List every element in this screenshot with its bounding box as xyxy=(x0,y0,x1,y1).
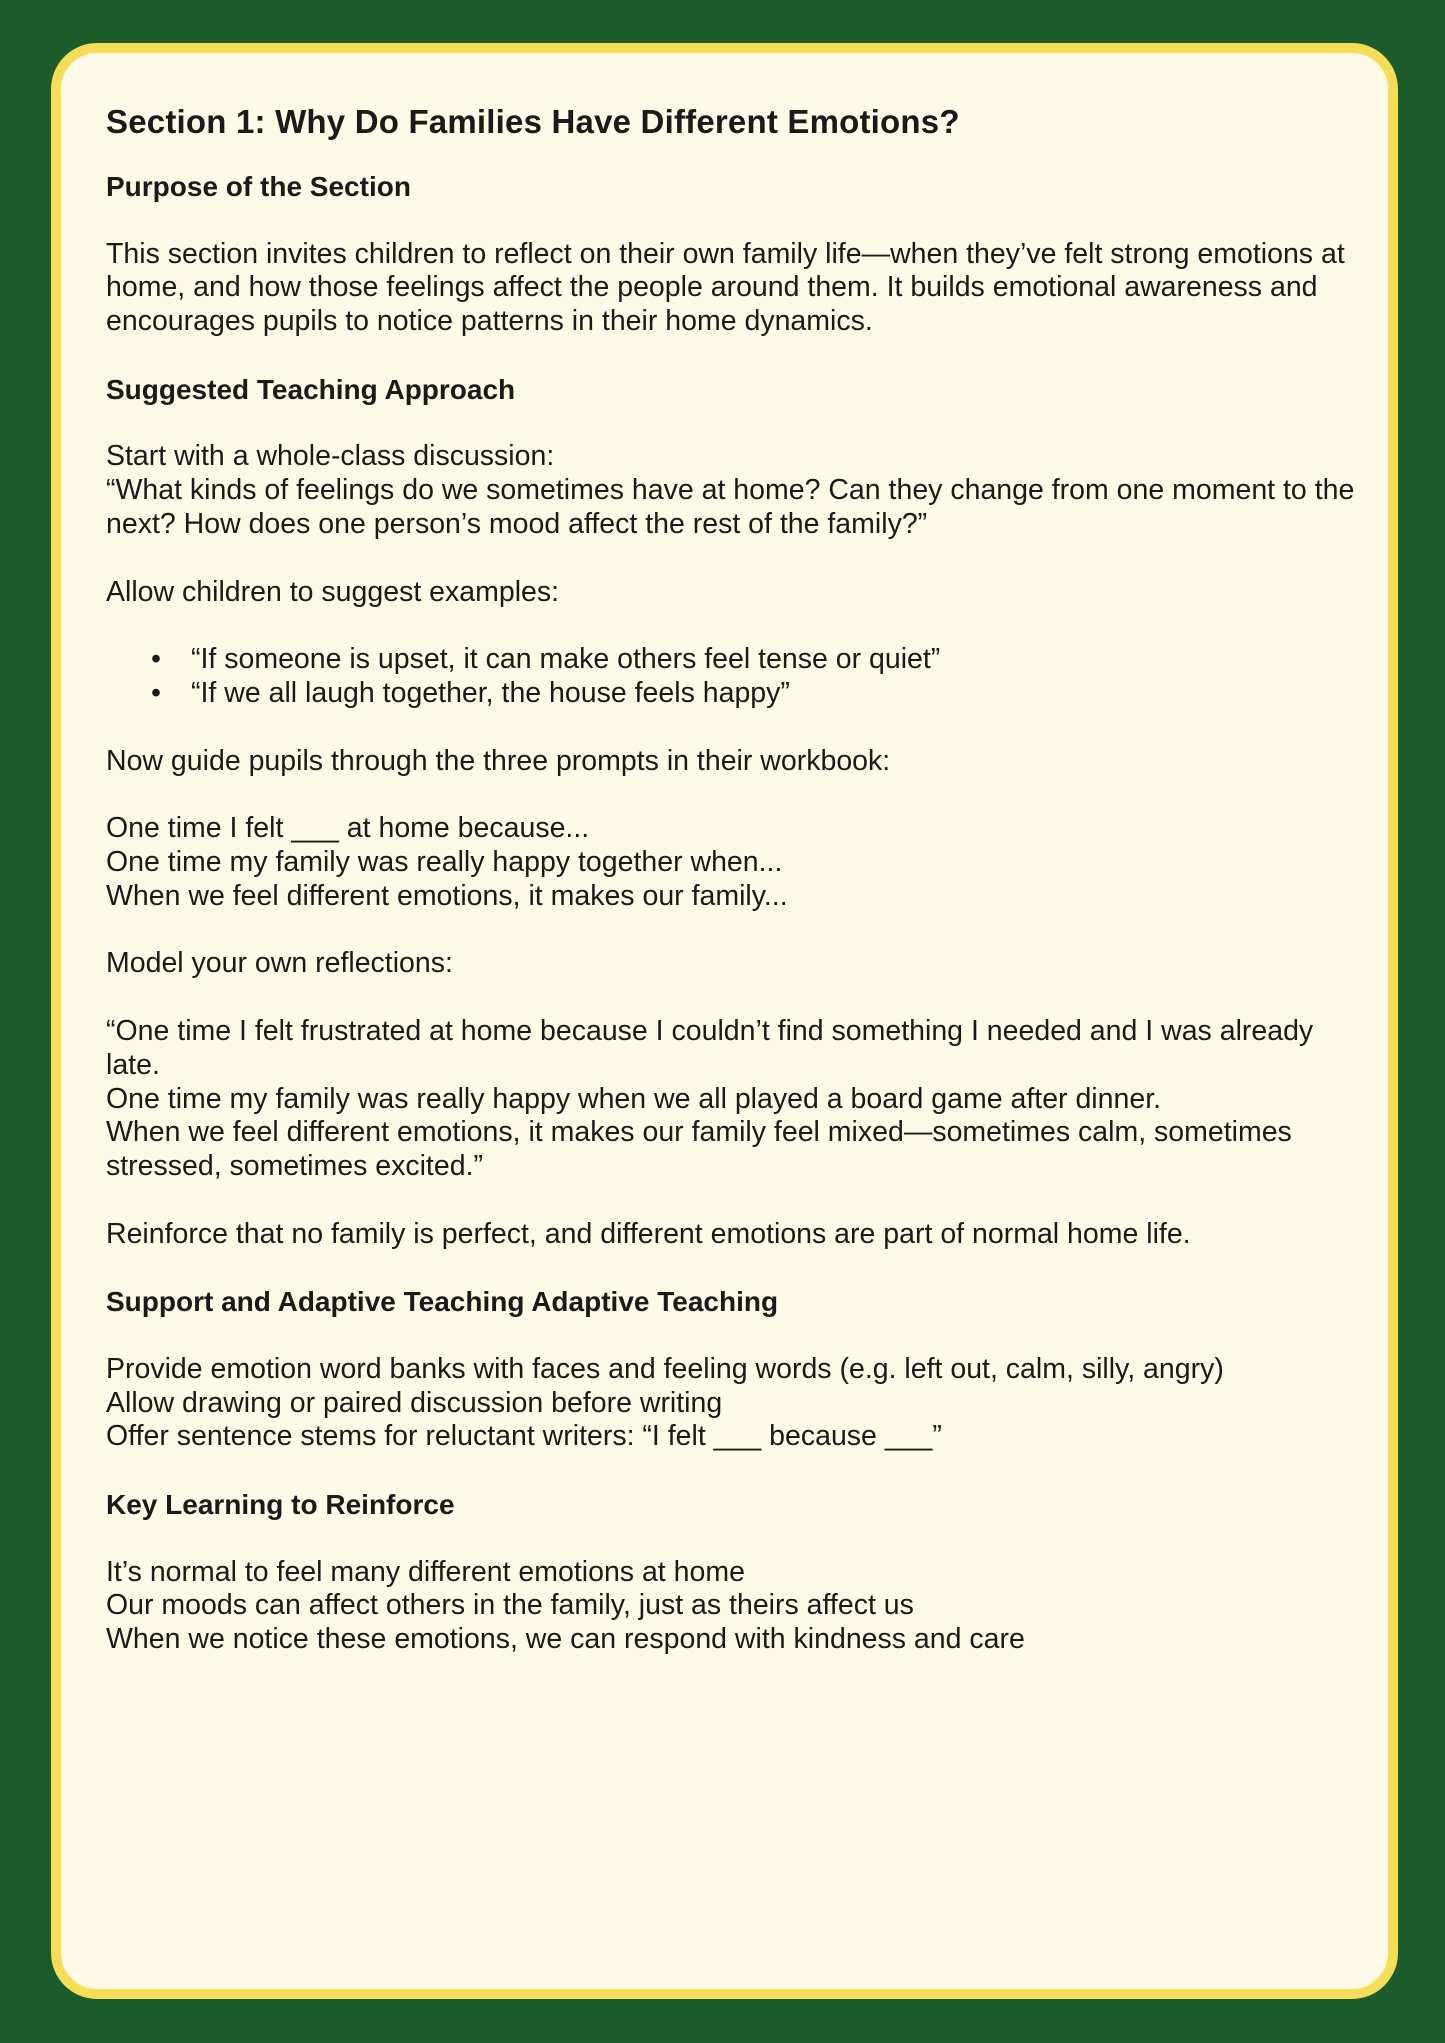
document-content xyxy=(106,98,1356,1657)
bullet-icon: • xyxy=(151,676,161,709)
page-title: Section 1: Why Do Families Have Different Emotions? xyxy=(106,103,960,140)
prompt-line: When we feel different emotions, it makes our family... xyxy=(106,879,788,912)
model-line: When we feel different emotions, it makes our family feel mixed—sometimes calm, sometimes stressed, sometimes excited.” xyxy=(106,1116,1292,1183)
support-line: Allow drawing or paired discussion before writing xyxy=(106,1386,723,1419)
prompts-intro: Now guide pupils through the three prompts in their workbook: xyxy=(106,744,891,777)
key-learning-line: Our moods can affect others in the family, just as theirs affect us xyxy=(106,1589,914,1622)
list-item: • “If someone is upset, it can make others feel tense or quiet” xyxy=(151,643,941,676)
prompt-line: One time I felt ___ at home because... xyxy=(106,812,590,845)
model-intro: Model your own reflections: xyxy=(106,947,453,980)
support-heading: Support and Adaptive Teaching Adaptive Teaching xyxy=(106,1286,779,1318)
key-learning-heading: Key Learning to Reinforce xyxy=(106,1489,455,1521)
examples-intro: Allow children to suggest examples: xyxy=(106,575,560,608)
prompt-line: One time my family was really happy together when... xyxy=(106,845,783,878)
list-item: • “If we all laugh together, the house feels happy” xyxy=(151,676,790,709)
key-learning-line: It’s normal to feel many different emotions at home xyxy=(106,1555,745,1588)
support-line: Offer sentence stems for reluctant writers: “I felt ___ because ___” xyxy=(106,1420,942,1453)
model-line: “One time I felt frustrated at home because I couldn’t find something I needed and I was already late. xyxy=(106,1014,1314,1081)
support-line: Provide emotion word banks with faces and feeling words (e.g. left out, calm, silly, angry) xyxy=(106,1352,1224,1385)
purpose-heading: Purpose of the Section xyxy=(106,171,411,202)
approach-heading: Suggested Teaching Approach xyxy=(106,373,516,405)
purpose-paragraph: This section invites children to reflect on their own family life—when they’ve felt strong emotions at home, and how those feelings affect the people around them. It builds emotional awareness and encourages pupils to notice patterns in their home dynamics. xyxy=(106,237,1345,338)
reinforce-text: Reinforce that no family is perfect, and different emotions are part of normal home life. xyxy=(106,1217,1191,1250)
approach-question: “What kinds of feelings do we sometimes have at home? Can they change from one moment to the next? How does one person’s mood affect the rest of the family?” xyxy=(106,474,1355,540)
bullet-icon: • xyxy=(151,643,161,676)
model-line: One time my family was really happy when we all played a board game after dinner. xyxy=(106,1082,1162,1115)
examples-list xyxy=(106,643,1356,711)
approach-intro: Start with a whole-class discussion: xyxy=(106,440,555,473)
key-learning-line: When we notice these emotions, we can respond with kindness and care xyxy=(106,1623,1025,1656)
